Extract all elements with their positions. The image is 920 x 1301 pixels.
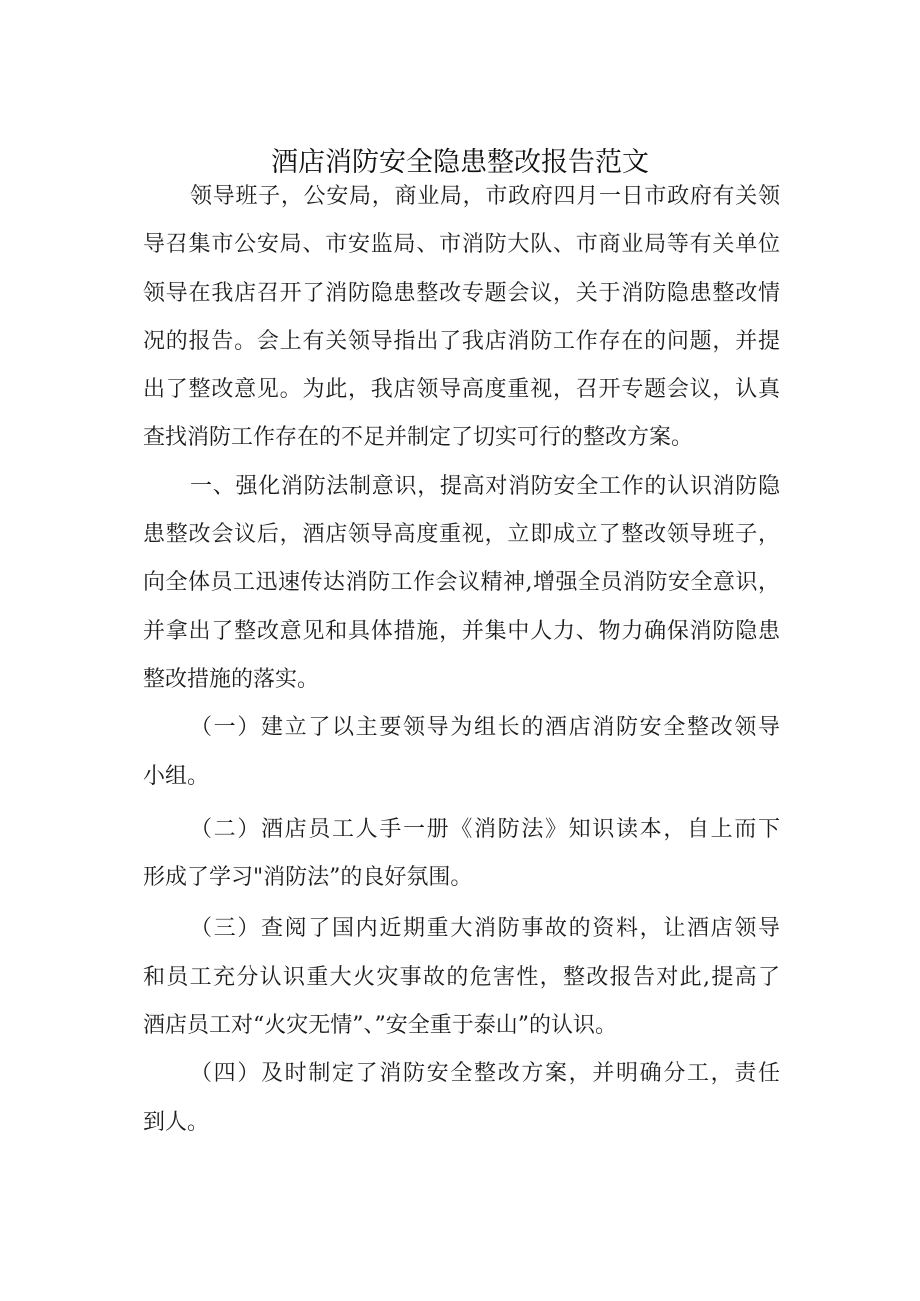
paragraph-item-1 <box>143 704 780 801</box>
paragraph-item-3 <box>143 905 780 1050</box>
paragraph-line: 导召集市公安局、市安监局、市消防大队、市商业局等有关单位 <box>143 232 780 258</box>
paragraph-line: 出了整改意见。为此，我店领导高度重视，召开专题会议，认真 <box>143 377 780 403</box>
paragraph-item-4 <box>143 1050 780 1147</box>
paragraph-section-one <box>143 463 780 704</box>
paragraph-line: 并拿出了整改意见和具体措施，并集中人力、物力确保消防隐患 <box>143 618 780 644</box>
document-body <box>143 173 780 1147</box>
paragraph-line: 整改措施的落实。 <box>143 666 320 692</box>
paragraph-line: 到人。 <box>143 1109 210 1135</box>
paragraph-line: （二）酒店员工人手一册《消防法》知识读本，自上而下 <box>190 816 780 842</box>
paragraph-line: 和员工充分认识重大火灾事故的危害性，整改报告对此,提高了 <box>143 964 780 990</box>
paragraph-line: 查找消防工作存在的不足并制定了切实可行的整改方案。 <box>143 425 694 451</box>
paragraph-line: 向全体员工迅速传达消防工作会议精神,增强全员消防安全意识， <box>143 570 780 596</box>
paragraph-line: 领导班子，公安局，商业局，市政府四月一日市政府有关领 <box>190 184 780 209</box>
paragraph-line: （三）查阅了国内近期重大消防事故的资料，让酒店领导 <box>190 916 780 942</box>
paragraph-line: 患整改会议后，酒店领导高度重视，立即成立了整改领导班子， <box>143 522 780 548</box>
paragraph-line: 况的报告。会上有关领导指出了我店消防工作存在的问题，并提 <box>143 328 780 354</box>
paragraph-line: 酒店员工对“火灾无情”、”安全重于泰山”的认识。 <box>143 1013 617 1039</box>
paragraph-line: （一）建立了以主要领导为组长的酒店消防安全整改领导 <box>190 715 780 741</box>
paragraph-item-2 <box>143 806 780 903</box>
paragraph-line: 一、强化消防法制意识，提高对消防安全工作的认识消防隐 <box>190 473 780 499</box>
paragraph-line: 形成了学习"消防法”的良好氛围。 <box>143 865 473 891</box>
paragraph-line: 领导在我店召开了消防隐患整改专题会议，关于消防隐患整改情 <box>143 280 780 306</box>
paragraph-line: （四）及时制定了消防安全整改方案，并明确分工，责任 <box>190 1061 780 1087</box>
paragraph-intro <box>143 173 780 463</box>
page-title: 酒店消防安全隐患整改报告范文 <box>271 147 649 179</box>
paragraph-line: 小组。 <box>143 763 210 789</box>
